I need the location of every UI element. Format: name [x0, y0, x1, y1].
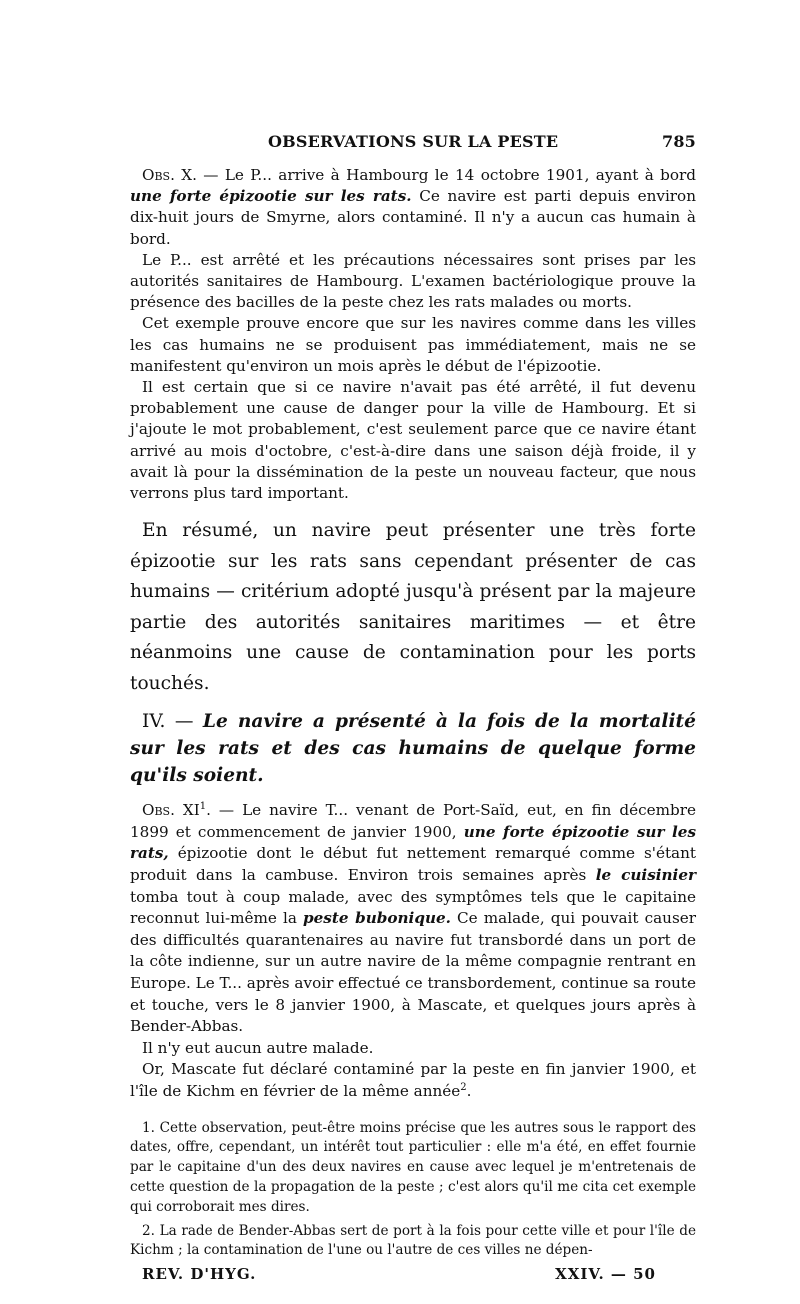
page	[130, 132, 696, 1283]
section-number: IV. —	[142, 711, 203, 733]
obs-xi-text-b: épizootie dont le début fut nettement remarqué comme s'étant produit dans la cambuse. Environ trois semaines après	[130, 844, 696, 885]
signature-line	[130, 1265, 696, 1283]
journal-abbrev: REV. D'HYG.	[142, 1265, 257, 1284]
obs-x-label: Obs. X.	[142, 166, 197, 184]
obs-x-paragraph-3: Cet exemple prouve encore que sur les navires comme dans les villes les cas humains ne se produisent pas immédiatement, mais ne se manifestent qu'environ un mois après le début de l'épizootie.	[130, 314, 696, 375]
observation-x	[130, 165, 696, 504]
obs-xi-text-a: . — Le navire T... venant de Port-Saïd, eut, en fin décembre 1899 et commencement de janvier 1900,	[130, 801, 696, 841]
obs-xi-text-d: Ce malade, qui pouvait causer des difficultés quarantenaires au navire fut transbordé dans un port de la côte indienne, sur un autre navire de la même compagnie rentrant en Europe. Le T... après avoir effectué ce transbordement, continue sa route et touche, vers le 8 janvier 1900, à Mascate, et quelques jours après à Bender-Abbas.	[130, 909, 697, 1036]
footnote-ref-2: 2	[460, 1081, 467, 1093]
obs-x-text-b: Ce navire est parti depuis environ dix-huit jours de Smyrne, alors contaminé. Il n'y a aucun cas humain à bord.	[130, 187, 696, 248]
obs-xi-text-e: Or, Mascate fut déclaré contaminé par la peste en fin janvier 1900, et l'île de Kichm en février de la même année	[130, 1060, 696, 1100]
obs-xi-paragraph-1	[130, 800, 696, 1038]
section-heading-iv	[130, 708, 696, 789]
page-number: 785	[662, 132, 696, 151]
obs-xi-paragraph-2: Il n'y eut aucun autre malade.	[142, 1038, 374, 1057]
section-title: Le navire a présenté à la fois de la mortalité sur les rats et des cas humains de quelque forme qu'ils soient.	[130, 711, 696, 787]
obs-x-paragraph-4: Il est certain que si ce navire n'avait pas été arrêté, il fut devenu probablement une cause de danger pour la ville de Hambourg. Et si j'ajoute le mot probablement, c'est seulement parce que ce navire étant arrivé au mois d'octobre, c'est-à-dire dans une saison déjà froide, il y avait là pour la dissémination de la peste un nouveau facteur, que nous verrons plus tard important.	[130, 378, 696, 503]
obs-xi-emphasis-1: une forte épizootie sur les rats,	[130, 822, 697, 863]
obs-xi-text-f: .	[466, 1081, 472, 1100]
footnotes	[130, 1119, 696, 1262]
footnote-1: 1. Cette observation, peut-être moins précise que les autres sous le rapport des dates, offre, cependant, un intérêt tout particulier : elle m'a été, en effet fournie par le capitaine d'un des deux navires en cause avec lequel je m'entretenais de cette question de la propagation de la peste ; c'est alors qu'il me cita cet exemple qui corroborait mes dires.	[130, 1119, 696, 1215]
obs-xi-text-c: tomba tout à coup malade, avec des symptômes tels que le capitaine reconnut lui-même la	[130, 887, 696, 928]
observation-xi	[130, 800, 696, 1102]
obs-xi-emphasis-3: peste bubonique.	[303, 909, 451, 928]
obs-x-text-a: — Le P... arrive à Hambourg le 14 octobre 1901, ayant à bord	[196, 166, 696, 184]
running-header	[130, 132, 696, 151]
summary-block	[130, 516, 696, 699]
obs-x-paragraph-2: Le P... est arrêté et les précautions nécessaires sont prises par les autorités sanitaires de Hambourg. L'examen bactériologique prouve la présence des bacilles de la peste chez les rats malades ou morts.	[130, 250, 696, 312]
running-title: OBSERVATIONS SUR LA PESTE	[268, 132, 559, 151]
volume-signature: XXIV. — 50	[555, 1265, 656, 1284]
obs-xi-emphasis-2: le cuisinier	[595, 866, 696, 885]
obs-x-paragraph-1	[130, 165, 696, 250]
obs-xi-paragraph-3	[130, 1059, 696, 1102]
obs-x-emphasis: une forte épizootie sur les rats.	[130, 187, 412, 206]
footnote-ref-1: 1	[199, 801, 207, 813]
obs-xi-label: Obs. XI	[142, 801, 200, 820]
footnote-2: 2. La rade de Bender-Abbas sert de port à la fois pour cette ville et pour l'île de Kichm ; la contamination de l'une ou l'autre de ces villes ne dépen-	[130, 1222, 696, 1259]
summary-paragraph: En résumé, un navire peut présenter une très forte épizootie sur les rats sans cependant présenter de cas humains — critérium adopté jusqu'à présent par la majeure partie des autorités sanitaires maritimes — et être néanmoins une cause de contamination pour les ports touchés.	[130, 520, 696, 694]
